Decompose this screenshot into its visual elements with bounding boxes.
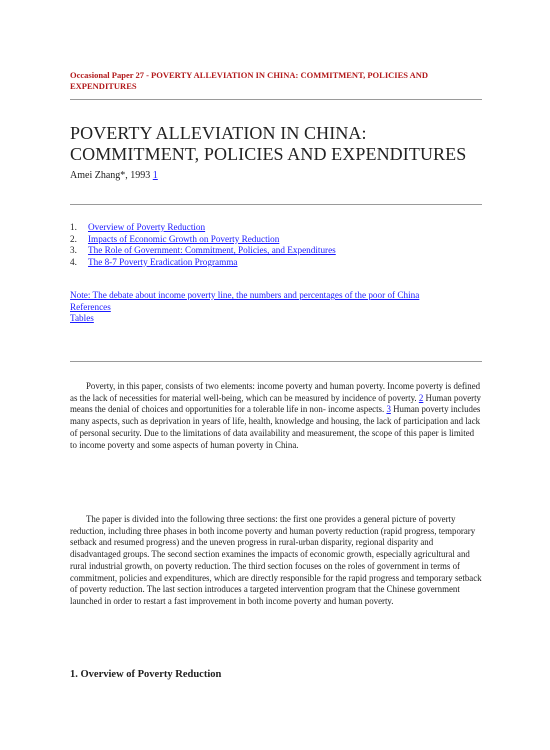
table-of-contents [70,222,490,268]
divider-top [70,99,482,100]
body-paragraph-2: The paper is divided into the following three sections: the first one provides a general picture of poverty reduction, including three phases in both income poverty and human poverty reduction (rapid progress, temporary setback and resumed progress) and the uneven progress in rural-urban disparity, regional disparity and disadvantaged groups. The second section examines the impacts of economic growth, especially agricultural and rural industrial growth, on poverty reduction. The third section focuses on the roles of government in terms of commitment, policies and expenditures, which are directly responsible for the rapid progress and temporary setback of poverty reduction. The last section introduces a targeted intervention program that the Chinese government launched in order to restart a fast improvement in both income poverty and human poverty. [70,514,482,606]
references-link[interactable]: References [70,301,111,312]
series-header: Occasional Paper 27 - POVERTY ALLEVIATION IN CHINA: COMMITMENT, POLICIES AND EXPENDITURES [70,70,429,91]
paragraph-text: Human poverty includes many aspects, such as deprivation in years of life, health, knowledge and housing, the lack of participation and lack of personal security. Due to the limitations of data availability and measurement, the scope of this paper is limited to income poverty and some aspects of human poverty in China. [70,404,481,450]
divider-before-body [70,361,482,362]
toc-number: 4. [70,256,77,267]
author-line [70,170,158,181]
toc-item [70,245,490,257]
paragraph-text: Human poverty means the denial of choices and opportunities for a tolerable life in non- income aspects. [70,392,481,415]
extra-links [70,290,485,325]
footnote-link-3[interactable]: 3 [386,404,391,415]
toc-item [70,222,490,234]
author-text: Amei Zhang*, 1993 [70,170,153,181]
toc-item [70,234,490,246]
footnote-link-1[interactable]: 1 [152,170,158,181]
tables-link[interactable]: Tables [70,313,94,323]
toc-number: 2. [70,233,77,244]
toc-number: 3. [70,245,77,255]
footnote-link-2[interactable]: 2 [418,392,424,403]
toc-link-economic-growth[interactable]: Impacts of Economic Growth on Poverty Reduction [88,233,280,244]
toc-link-overview[interactable]: Overview of Poverty Reduction [88,222,206,232]
body-paragraph-1 [70,381,482,451]
divider-after-author [70,204,482,205]
toc-link-role-of-government[interactable]: The Role of Government: Commitment, Policies, and Expenditures [88,245,336,255]
title-line-1: POVERTY ALLEVIATION IN CHINA: [70,123,367,143]
section-heading: 1. Overview of Poverty Reduction [70,669,222,680]
paragraph-text: Poverty, in this paper, consists of two elements: income poverty and human poverty. Income poverty is defined as the lack of necessities for material well-being, which can be measured by incidence of poverty. [70,381,481,403]
note-link[interactable]: Note: The debate about income poverty line, the numbers and percentages of the poor of China [70,290,420,300]
page-title [70,123,490,165]
toc-number: 1. [70,222,77,232]
toc-item [70,257,490,269]
toc-link-8-7-programme[interactable]: The 8-7 Poverty Eradication Programma [88,256,238,267]
title-line-2: COMMITMENT, POLICIES AND EXPENDITURES [70,144,467,164]
